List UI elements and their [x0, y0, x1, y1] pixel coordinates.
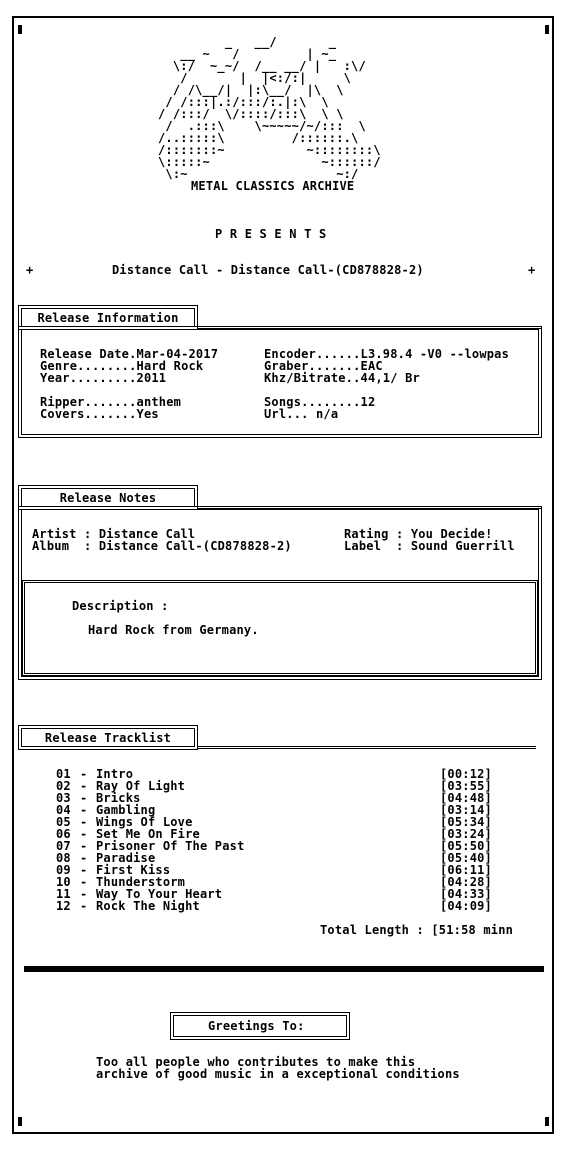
- track-duration: [04:28]: [440, 875, 492, 889]
- track-dash: -: [80, 899, 88, 913]
- track-dash: -: [80, 767, 88, 781]
- track-title: Bricks: [96, 791, 141, 805]
- logo-ascii-art: _ __/ _ __ ~ / | ~_ \:/ ~_~/ /__ __/ | :\/ / | |<:/:| \ / /\__/| |:\__/ |\ \ / /:::|.:/:::/:.|:\ \ / /:::/ \/::::/:::\ \ \ / .:::\ \~~~~~/~/::: \ /..:::::\ /::::::.\ /:::::::~ ~::::::::\ \:::::~ ~::::::/ \:~ ~:/: [158, 35, 381, 181]
- track-row: [56, 900, 500, 912]
- track-title: Set Me On Fire: [96, 827, 200, 841]
- greetings-text: [96, 1056, 460, 1080]
- track-title: Prisoner Of The Past: [96, 839, 245, 853]
- info-line: Graber.......EAC: [264, 359, 383, 373]
- track-title: Way To Your Heart: [96, 887, 223, 901]
- track-dash: -: [80, 887, 88, 901]
- tracklist-tab: [18, 725, 198, 750]
- notes-line: Artist : Distance Call: [32, 527, 196, 541]
- track-number: 07: [56, 839, 71, 853]
- notes-line: Album : Distance Call-(CD878828-2): [32, 539, 292, 553]
- track-number: 03: [56, 791, 71, 805]
- track-duration: [05:50]: [440, 839, 492, 853]
- logo-caption: METAL CLASSICS ARCHIVE: [191, 179, 355, 193]
- track-duration: [04:48]: [440, 791, 492, 805]
- track-number: 08: [56, 851, 71, 865]
- info-line: Covers.......Yes: [40, 407, 159, 421]
- track-dash: -: [80, 791, 88, 805]
- info-line: Genre........Hard Rock: [40, 359, 204, 373]
- description-label: Description :: [72, 599, 169, 613]
- track-dash: -: [80, 815, 88, 829]
- release-info-title: Release Information: [37, 310, 179, 325]
- corner-mark: [18, 1117, 22, 1126]
- track-duration: [06:11]: [440, 863, 492, 877]
- track-dash: -: [80, 779, 88, 793]
- info-line: Release Date.Mar-04-2017: [40, 347, 219, 361]
- info-line: Khz/Bitrate..44,1/ Br: [264, 371, 420, 385]
- track-duration: [00:12]: [440, 767, 492, 781]
- track-dash: -: [80, 875, 88, 889]
- greetings-line: Too all people who contributes to make this: [96, 1055, 416, 1069]
- track-title: Intro: [96, 767, 134, 781]
- track-number: 01: [56, 767, 71, 781]
- tracklist-title: Release Tracklist: [44, 730, 172, 745]
- thick-divider: [24, 966, 544, 972]
- corner-mark: [545, 25, 549, 34]
- notes-line: Rating : You Decide!: [344, 527, 493, 541]
- greetings-line: archive of good music in a exceptional conditions: [96, 1067, 460, 1081]
- bullet-right: +: [528, 263, 536, 277]
- greetings-title: Greetings To:: [208, 1019, 305, 1033]
- track-duration: [04:09]: [440, 899, 492, 913]
- total-length: Total Length : [51:58 minn: [320, 923, 514, 937]
- description-text: Hard Rock from Germany.: [88, 623, 259, 637]
- track-dash: -: [80, 851, 88, 865]
- info-line: Year.........2011: [40, 371, 167, 385]
- release-title: Distance Call - Distance Call-(CD878828-2): [112, 263, 424, 277]
- track-dash: -: [80, 803, 88, 817]
- track-number: 10: [56, 875, 71, 889]
- track-number: 12: [56, 899, 71, 913]
- release-info-right: [264, 348, 509, 420]
- notes-right: [344, 528, 515, 552]
- track-duration: [03:24]: [440, 827, 492, 841]
- notes-left: [32, 528, 292, 552]
- info-line: Url... n/a: [264, 407, 339, 421]
- track-number: 09: [56, 863, 71, 877]
- track-number: 04: [56, 803, 71, 817]
- track-number: 11: [56, 887, 71, 901]
- track-duration: [04:33]: [440, 887, 492, 901]
- info-line: Encoder......L3.98.4 -V0 --lowpas: [264, 347, 510, 361]
- track-title: Wings Of Love: [96, 815, 193, 829]
- track-duration: [03:14]: [440, 803, 492, 817]
- release-notes-title: Release Notes: [59, 490, 157, 505]
- track-number: 05: [56, 815, 71, 829]
- track-title: Thunderstorm: [96, 875, 186, 889]
- track-dash: -: [80, 863, 88, 877]
- track-title: Rock The Night: [96, 899, 200, 913]
- presents-heading: P R E S E N T S: [215, 227, 327, 241]
- corner-mark: [18, 25, 22, 34]
- track-number: 06: [56, 827, 71, 841]
- release-info-left: [40, 348, 218, 420]
- corner-mark: [545, 1117, 549, 1126]
- tracklist: [56, 768, 500, 912]
- info-line: Songs........12: [264, 395, 376, 409]
- bullet-left: +: [26, 263, 34, 277]
- track-title: Ray Of Light: [96, 779, 186, 793]
- track-title: Paradise: [96, 851, 156, 865]
- info-line: Ripper.......anthem: [40, 395, 182, 409]
- track-title: First Kiss: [96, 863, 171, 877]
- notes-line: Label : Sound Guerrill: [344, 539, 515, 553]
- track-number: 02: [56, 779, 71, 793]
- track-duration: [03:55]: [440, 779, 492, 793]
- track-duration: [05:40]: [440, 851, 492, 865]
- track-title: Gambling: [96, 803, 156, 817]
- track-duration: [05:34]: [440, 815, 492, 829]
- track-dash: -: [80, 827, 88, 841]
- track-dash: -: [80, 839, 88, 853]
